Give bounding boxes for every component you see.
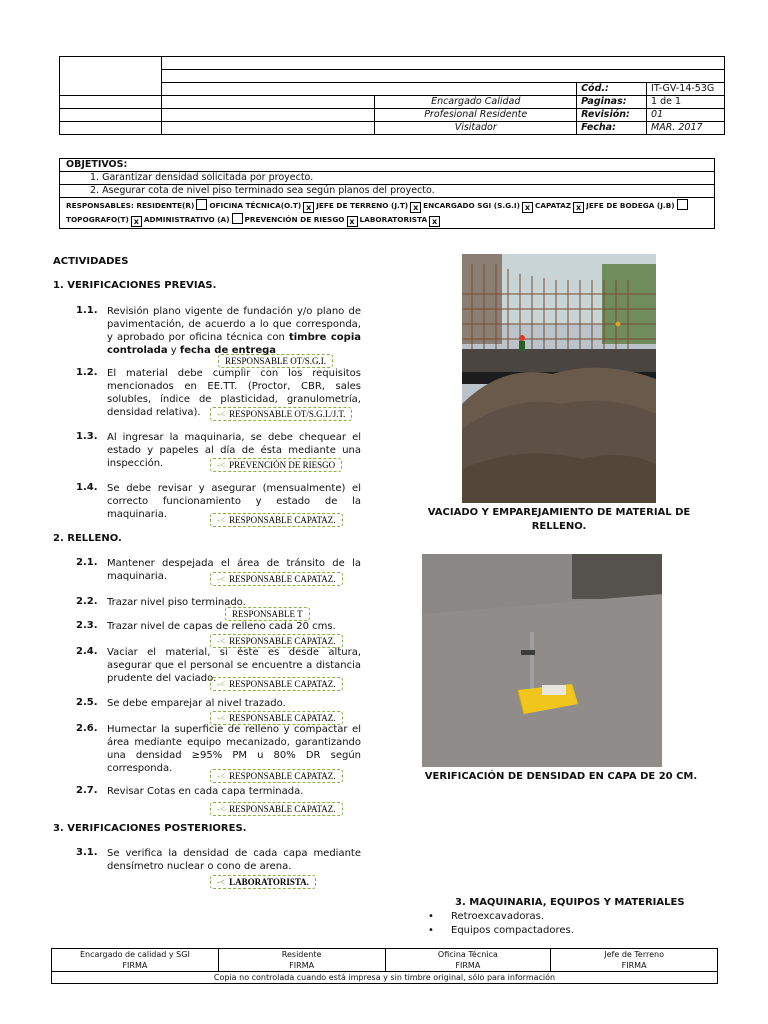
responsible-tag: -< RESPONSABLE CAPATAZ. xyxy=(210,711,343,725)
responsible-tag: -< RESPONSABLE CAPATAZ. xyxy=(210,802,343,816)
item-1-3-text: Al ingresar la maquinaria, se debe chequear el estado y papeles al día de ésta mediante una inspección. xyxy=(107,432,361,469)
objective-item: 1. Garantizar densidad solicitada por proyecto. xyxy=(60,172,714,185)
caption-fill: VACIADO Y EMPAREJAMIENTO DE MATERIAL DE RELLENO. xyxy=(427,507,691,532)
responsible-tag: RESPONSABLE OT/S.G.I. xyxy=(218,354,333,368)
responsible-tag: -< RESPONSABLE CAPATAZ. xyxy=(210,572,343,586)
section-3-title: 3. VERIFICACIONES POSTERIORES. xyxy=(53,823,247,834)
signature-cell: Oficina Técnica FIRMA xyxy=(385,949,551,972)
objective-item: 2. Asegurar cota de nivel piso terminado sea según planos del proyecto. xyxy=(60,185,714,198)
item-1-4-text: Se debe revisar y asegurar (mensualmente) el correcto funcionamiento y estado de la maquinaria. xyxy=(107,483,361,520)
item-number: 1.1. xyxy=(76,305,98,316)
item-1-1-text: Revisión plano vigente de fundación y/o plano de pavimentación, de acuerdo a lo que corresponda, y aprobado por oficina técnica con timbre copia controlada y fecha de entrega xyxy=(107,306,361,356)
role-visitor: Visitador xyxy=(375,122,577,135)
section-1-title: 1. VERIFICACIONES PREVIAS. xyxy=(53,280,217,291)
item-2-6-text: Humectar la superficie de relleno y compactar el área mediante equipo mecanizado, garantizando una densidad ≥95% PM u 80% DR según corresponda. xyxy=(107,724,361,774)
responsible-checkbox[interactable]: x xyxy=(522,202,533,213)
responsible-label: RESPONSABLES: RESIDENTE(R) xyxy=(66,201,195,210)
responsible-checkbox[interactable] xyxy=(196,199,207,210)
item-2-4-text: Vaciar el material, si éste es desde altura, asegurar que el personal se encuentre a distancia prudente del vaciado. xyxy=(107,647,361,684)
responsible-label: PREVENCIÓN DE RIESGO xyxy=(244,215,345,224)
item-number: 1.2. xyxy=(76,367,98,378)
list-item: • Retroexcavadoras. xyxy=(428,911,545,922)
responsible-checkbox[interactable] xyxy=(677,199,688,210)
cod-value: IT-GV-14-53G xyxy=(647,83,725,96)
photo-density-test xyxy=(422,554,662,767)
item-number: 2.5. xyxy=(76,697,98,708)
photo-fill-spreading xyxy=(462,254,656,503)
responsible-tag: -< RESPONSABLE CAPATAZ. xyxy=(210,769,343,783)
date-label: Fecha: xyxy=(577,122,647,135)
caption-density: VERIFICACIÓN DE DENSIDAD EN CAPA DE 20 CM. xyxy=(424,771,698,782)
construction-site-image xyxy=(462,254,656,503)
item-number: 1.3. xyxy=(76,431,98,442)
responsible-tag: -< RESPONSABLE OT/S.G.I./J.T. xyxy=(210,407,352,421)
section-machinery-title: 3. MAQUINARIA, EQUIPOS Y MATERIALES xyxy=(455,897,685,908)
responsible-checkbox[interactable]: x xyxy=(303,202,314,213)
item-1-2-text: El material debe cumplir con los requisitos mencionados en EE.TT. (Proctor, CBR, sales solubles, índice de plasticidad, granulometría, densidad relativa). xyxy=(107,368,361,418)
responsible-label: TOPOGRAFO(T) xyxy=(66,215,129,224)
signature-table xyxy=(51,948,718,984)
responsibles-line-1 xyxy=(66,199,708,213)
responsible-checkbox[interactable] xyxy=(232,213,243,224)
responsible-checkbox[interactable]: x xyxy=(131,216,142,227)
section-2-title: 2. RELLENO. xyxy=(53,533,122,544)
objectives-box xyxy=(59,158,715,229)
rev-value: 01 xyxy=(647,109,725,122)
responsible-checkbox[interactable]: x xyxy=(347,216,358,227)
role-resident: Profesional Residente xyxy=(375,109,577,122)
date-value: MAR. 2017 xyxy=(647,122,725,135)
item-2-1-text: Mantener despejada el área de tránsito de la maquinaria. xyxy=(107,558,361,582)
equipment-list xyxy=(428,910,574,938)
role-quality: Encargado Calidad xyxy=(375,96,577,109)
objectives-title: OBJETIVOS: xyxy=(60,159,714,172)
responsible-checkbox[interactable]: x xyxy=(573,202,584,213)
logo-cell xyxy=(60,57,162,96)
responsible-label: OFICINA TÉCNICA(O.T) xyxy=(209,201,302,210)
density-gauge-image xyxy=(422,554,662,767)
item-number: 2.3. xyxy=(76,620,98,631)
rev-label: Revisión: xyxy=(577,109,647,122)
responsible-tag: -< RESPONSABLE CAPATAZ. xyxy=(210,634,343,648)
item-2-5-text: Se debe emparejar al nivel trazado. xyxy=(107,698,286,709)
header-table xyxy=(59,56,725,135)
responsible-checkbox[interactable]: x xyxy=(410,202,421,213)
item-number: 2.1. xyxy=(76,557,98,568)
pages-value: 1 de 1 xyxy=(647,96,725,109)
item-2-7-text: Revisar Cotas en cada capa terminada. xyxy=(107,786,304,797)
responsibles xyxy=(60,198,714,228)
pages-label: Paginas: xyxy=(577,96,647,109)
item-number: 2.4. xyxy=(76,646,98,657)
cod-label: Cód.: xyxy=(577,83,647,96)
activities-title: ACTIVIDADES xyxy=(53,256,129,267)
item-number: 1.4. xyxy=(76,482,98,493)
responsible-label: LABORATORISTA xyxy=(359,215,428,224)
responsible-tag: -< RESPONSABLE CAPATAZ. xyxy=(210,677,343,691)
item-2-3-text: Trazar nivel de capas de relleno cada 20 cms. xyxy=(107,621,336,632)
responsible-tag: -< RESPONSABLE CAPATAZ. xyxy=(210,513,343,527)
responsible-checkbox[interactable]: x xyxy=(429,216,440,227)
responsible-label: ADMINISTRATIVO (A) xyxy=(143,215,230,224)
responsible-tag: -< PREVENCIÓN DE RIESGO xyxy=(210,458,342,472)
responsible-tag: RESPONSABLE T xyxy=(225,607,310,621)
item-number: 2.2. xyxy=(76,596,98,607)
list-item: • Equipos compactadores. xyxy=(428,925,574,936)
item-number: 2.6. xyxy=(76,723,98,734)
item-number: 3.1. xyxy=(76,847,98,858)
item-3-1-text: Se verifica la densidad de cada capa mediante densímetro nuclear o cono de arena. xyxy=(107,848,361,872)
responsible-label: CAPATAZ xyxy=(534,201,572,210)
item-2-2-text: Trazar nivel piso terminado. xyxy=(107,597,246,608)
responsibles-line-2 xyxy=(66,213,708,227)
signature-cell: Jefe de Terreno FIRMA xyxy=(551,949,718,972)
signature-cell: Encargado de calidad y SGI FIRMA xyxy=(52,949,219,972)
responsible-label: ENCARGADO SGI (S.G.I) xyxy=(423,201,520,210)
item-number: 2.7. xyxy=(76,785,98,796)
footer-note: Copia no controlada cuando está impresa y sin timbre original, sólo para información xyxy=(52,972,718,984)
responsible-label: JEFE DE TERRENO (J.T) xyxy=(316,201,409,210)
responsible-label: JEFE DE BODEGA (J.B) xyxy=(586,201,675,210)
responsible-tag: -< LABORATORISTA. xyxy=(210,875,316,889)
signature-cell: Residente FIRMA xyxy=(218,949,385,972)
